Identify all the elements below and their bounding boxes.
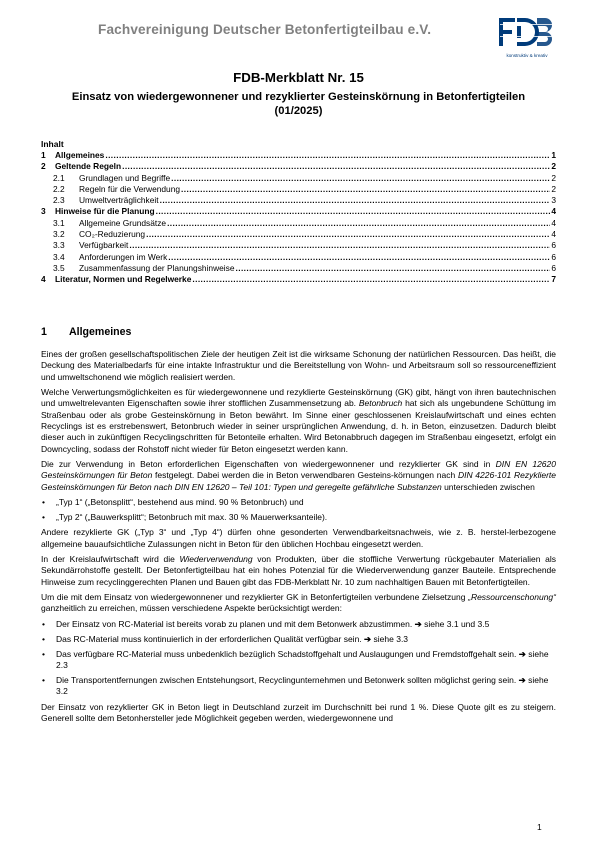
toc-entry[interactable]: [41, 161, 556, 172]
toc-entry-number: 2.3: [53, 195, 65, 206]
toc-entry[interactable]: [41, 229, 556, 240]
toc-entry-number: 3.5: [53, 262, 65, 273]
list-item: • Der Einsatz von RC-Material ist bereits vorab zu planen und mit dem Betonwerk abzustimmen. ➔ siehe 3.1 und 3.5: [41, 619, 556, 630]
toc-entry-number: 2.2: [53, 183, 65, 194]
list-item: • Das RC-Material muss kontinuierlich in der erforderlichen Qualität verfügbar sein. ➔ siehe 3.3: [41, 634, 556, 645]
toc-entry-number: 2.1: [53, 172, 65, 183]
toc-entry[interactable]: [41, 274, 556, 285]
toc-entry[interactable]: [41, 218, 556, 229]
toc-heading: Inhalt: [41, 139, 64, 149]
document-subtitle: [0, 91, 597, 118]
toc-dot-leader: [122, 161, 550, 172]
toc-entry-title: Grundlagen und Begriffe: [79, 172, 171, 183]
toc-entry-number: 3.3: [53, 240, 65, 251]
cross-reference: siehe 2.3: [56, 648, 549, 671]
arrow-icon: ➔: [414, 618, 422, 629]
toc-entry-title: Regeln für die Verwendung: [79, 183, 181, 194]
organization-name: Fachvereinigung Deutscher Betonfertigteilbau e.V.: [98, 22, 432, 37]
logo-tagline: konstruktiv & kreativ: [506, 53, 548, 58]
list-item: • „Typ 2“ („Bauwerksplitt“; Betonbruch mit max. 30 % Mauerwerksanteile).: [41, 512, 556, 523]
toc-entry-title: Allgemeine Grundsätze: [79, 217, 167, 228]
toc-entry[interactable]: [41, 206, 556, 217]
toc-entry-title: Allgemeines: [55, 150, 105, 160]
toc-entry-page: 6: [551, 251, 556, 262]
toc-entry-number: 3: [41, 206, 46, 217]
toc-entry-page: 2: [551, 161, 556, 172]
toc-entry[interactable]: [41, 240, 556, 251]
toc-list: [41, 150, 556, 286]
cross-reference: siehe 3.3: [373, 633, 409, 644]
toc-entry-number: 1: [41, 150, 46, 160]
cross-reference: siehe 3.1 und 3.5: [424, 618, 490, 629]
toc-dot-leader: [167, 218, 550, 229]
table-of-contents: [41, 138, 556, 286]
list-item: • Die Transportentfernungen zwischen Entstehungsort, Recyclingunternehmen und Betonwerk sollten möglichst gering sein. ➔ siehe 3.2: [41, 675, 556, 698]
list-item: • Das verfügbare RC-Material muss unbedenklich bezüglich Schadstoffgehalt und Auslaugungen und Fremdstoffgehalt sein. ➔ siehe 2.3: [41, 649, 556, 672]
toc-entry[interactable]: [41, 173, 556, 184]
section-heading: [41, 326, 131, 338]
toc-entry[interactable]: [41, 263, 556, 274]
toc-dot-leader: [171, 173, 550, 184]
section-body: [41, 349, 556, 728]
toc-entry[interactable]: [41, 195, 556, 206]
toc-entry[interactable]: [41, 150, 556, 161]
document-title: FDB-Merkblatt Nr. 15: [233, 70, 364, 85]
toc-entry-title: CO₂-Reduzierung: [79, 229, 146, 240]
type-list: [41, 497, 556, 523]
toc-entry-page: 6: [551, 262, 556, 273]
aspect-list: [41, 619, 556, 698]
section-number: 1: [41, 326, 47, 338]
page-number: 1: [537, 822, 542, 832]
toc-entry-page: 4: [551, 206, 556, 217]
toc-entry-title: Verfügbarkeit: [79, 240, 129, 251]
arrow-icon: ➔: [518, 648, 526, 659]
toc-entry[interactable]: [41, 252, 556, 263]
toc-dot-leader: [129, 240, 550, 251]
paragraph: Eines der großen gesellschaftspolitischen Ziele der heutigen Zeit ist die wirksame Schonung der natürlichen Ressourcen. Das heißt, die Deckung des Materialbedarfs für eine intakte Infrastruktur und die Bereitstellung von Wohn- und Arbeitsraum soll so ressourceneffizient und umweltschonend wie möglich realisiert werden.: [41, 349, 556, 382]
toc-dot-leader: [236, 263, 551, 274]
toc-dot-leader: [105, 150, 550, 161]
arrow-icon: ➔: [518, 674, 526, 685]
paragraph: Welche Verwertungsmöglichkeiten es für wiedergewonnene und rezyklierte Gesteinskörnung (GK) gibt, hängt von ihren bautechnischen und umweltrelevanten Eigenschaften sowie ihrer stofflichen Zusammensetzung ab. Betonbruch hat sich als ungebundene Schüttung im Straßenbau oder als grobe Gesteinskörnung in Beton bewährt. Im Sinne einer geschlossenen Kreislaufwirtschaft und eines echten Recyclings ist es erstrebenswert, Betonbruch wieder in seiner ursprünglichen Anwendung, d. h. in Beton, einzusetzen. Dadurch bleibt dieser auch in zukünftigen Recyclingschritten für Betonteile erhalten. Wird Betonabbruch dagegen im Straßenbau eingesetzt, erfolgt ein Downcycling, sodass der Rohstoff nicht wieder für Beton eingesetzt werden kann.: [41, 387, 556, 454]
toc-dot-leader: [192, 274, 550, 285]
toc-entry-page: 6: [551, 240, 556, 251]
toc-entry-title: Literatur, Normen und Regelwerke: [55, 274, 192, 285]
toc-entry-title: Umweltverträglichkeit: [79, 195, 159, 206]
toc-entry-number: 3.4: [53, 251, 65, 262]
toc-entry-page: 1: [551, 150, 556, 160]
toc-entry-page: 4: [551, 229, 556, 240]
fdb-logo-icon: [499, 14, 555, 50]
subtitle-line: Einsatz von wiedergewonnener und rezyklierter Gesteinskörnung in Betonfertigteilen: [71, 91, 526, 103]
toc-entry-page: 2: [551, 183, 556, 194]
toc-dot-leader: [168, 252, 550, 263]
toc-entry-title: Anforderungen im Werk: [79, 251, 168, 262]
document-date: (01/2025): [274, 104, 323, 117]
paragraph: Um die mit dem Einsatz von wiedergewonnener und rezyklierter GK in Betonfertigteilen verbundene Zielsetzung „Ressourcenschonung“ ganzheitlich zu erreichen, müssen verschiedene Aspekte berücksichtigt werden:: [41, 592, 556, 614]
paragraph: Die zur Verwendung in Beton erforderlichen Eigenschaften von wiedergewonnener und rezyklierter GK sind in DIN EN 12620 Gesteinskörnungen für Beton festgelegt. Dabei werden die in Beton verwendbaren Gesteins-körnungen nach DIN 4226-101 Rezyklierte Gesteinskörnungen für Beton nach DIN EN 12620 – Teil 101: Typen und geregelte gefährliche Substanzen unterschieden zwischen: [41, 459, 556, 492]
toc-entry-page: 3: [551, 195, 556, 206]
paragraph: In der Kreislaufwirtschaft wird die Wiederverwendung von Produkten, über die stoffliche Verwertung rückgebauter Materialien als Sekundärrohstoffe gestellt. Der Betonfertigteilbau hat ein hohes Potenzial für die Wiederverwendung ganzer Bauteile. Entsprechende Hinweise zum recyclinggerechten Planen und Bauen gibt das FDB-Merkblatt Nr. 10 zum nachhaltigen Bauen mit Betonfertigteilen.: [41, 554, 556, 587]
toc-dot-leader: [181, 184, 550, 195]
list-item: • „Typ 1“ („Betonsplitt“, bestehend aus mind. 90 % Betonbruch) und: [41, 497, 556, 508]
toc-entry-title: Geltende Regeln: [55, 161, 122, 172]
toc-entry-number: 2: [41, 161, 46, 172]
toc-dot-leader: [146, 229, 550, 240]
toc-entry[interactable]: [41, 184, 556, 195]
toc-entry-title: Hinweise für die Planung: [55, 206, 155, 217]
toc-entry-number: 3.1: [53, 217, 65, 228]
fdb-logo: [499, 14, 555, 58]
toc-entry-number: 4: [41, 274, 46, 285]
toc-entry-page: 7: [551, 274, 556, 285]
toc-entry-page: 2: [551, 172, 556, 183]
arrow-icon: ➔: [364, 633, 372, 644]
toc-entry-number: 3.2: [53, 229, 65, 240]
toc-entry-title: Zusammenfassung der Planungshinweise: [79, 262, 235, 273]
toc-entry-page: 4: [551, 217, 556, 228]
paragraph: Der Einsatz von rezyklierter GK in Beton liegt in Deutschland zurzeit im Durchschnitt bei rund 1 %. Diese Quote gilt es zu steigern. Generell sollte dem Betonhersteller jede Möglichkeit gegeben werden, wiedergewonnene und: [41, 701, 556, 723]
toc-dot-leader: [156, 206, 551, 217]
section-title: Allgemeines: [69, 326, 132, 338]
toc-dot-leader: [160, 195, 551, 206]
cross-reference: siehe 3.2: [56, 674, 549, 697]
paragraph: Andere rezyklierte GK („Typ 3“ und „Typ 4“) dürfen ohne gesonderten Verwendbarkeitsnachweis, wie z. B. herstel-lerbezogene allgemeine bauaufsichtliche Zulassungen nicht in Beton für den üblichen Hochbau eingesetzt werden.: [41, 527, 556, 549]
